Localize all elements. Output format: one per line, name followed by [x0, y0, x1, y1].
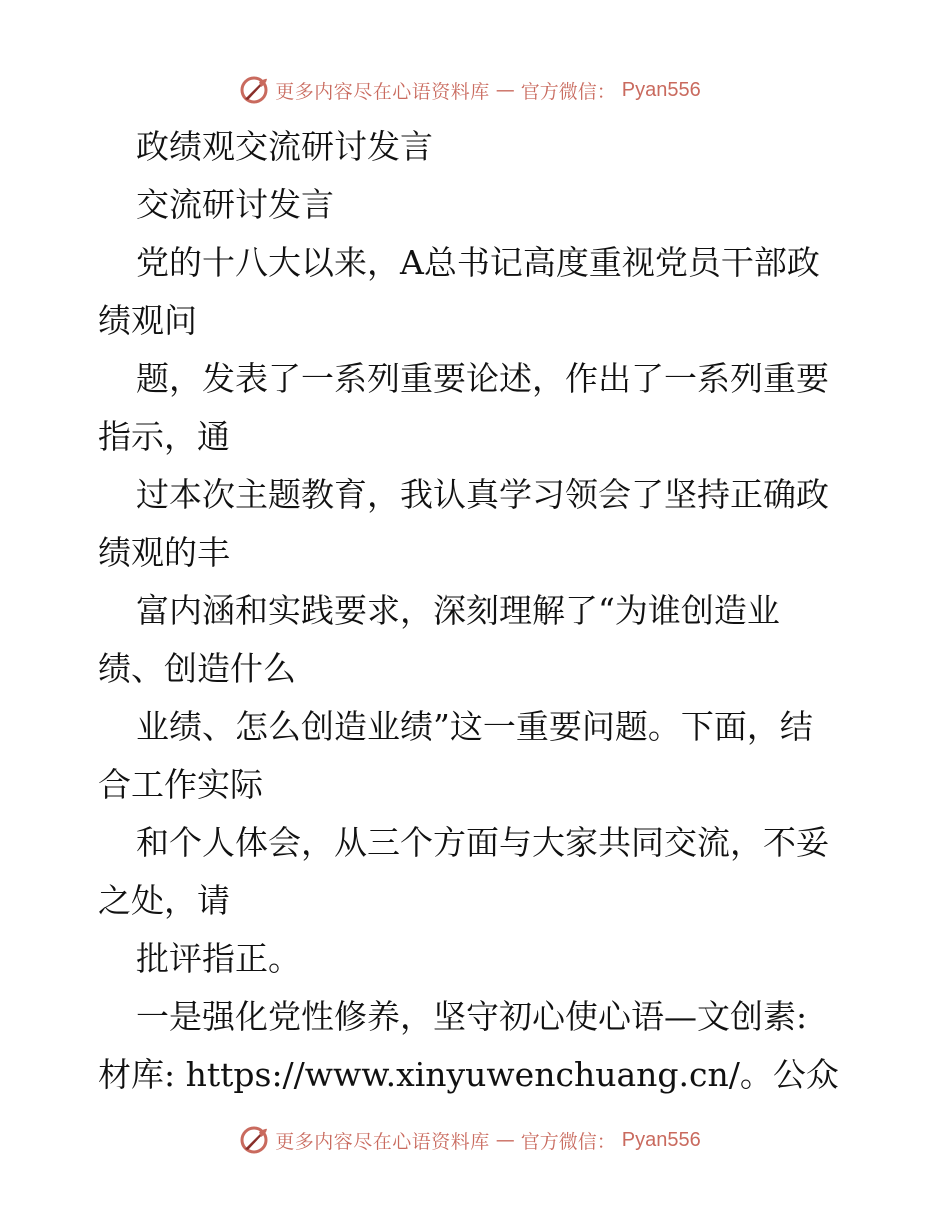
doc-title: 政绩观交流研讨发言: [136, 127, 433, 166]
doc-line: 指示，通: [98, 417, 230, 456]
document-body: [98, 118, 858, 1104]
doc-line: 合工作实际: [98, 765, 263, 804]
doc-line: 绩、创造什么: [98, 649, 296, 688]
doc-line: 富内涵和实践要求，深刻理解了“为谁创造业: [136, 591, 780, 630]
footer-banner-inner: [239, 1125, 701, 1155]
doc-subtitle: 交流研讨发言: [136, 185, 334, 224]
doc-line: 过本次主题教育，我认真学习领会了坚持正确政: [136, 475, 829, 514]
footer-brand-text: 更多内容尽在心语资料库: [275, 1130, 490, 1153]
quill-pen-circle-logo-icon: [239, 75, 269, 105]
doc-line: 和个人体会，从三个方面与大家共同交流，不妥: [136, 823, 829, 862]
footer-wechat-label: 官方微信：: [520, 1130, 616, 1153]
doc-line: 批评指正。: [136, 939, 301, 978]
doc-line: 之处，请: [98, 881, 230, 920]
header-wechat-label: 官方微信：: [520, 80, 616, 103]
doc-line: 绩观的丰: [98, 533, 230, 572]
footer-banner: [0, 1120, 950, 1160]
footer-separator: —: [495, 1129, 515, 1151]
doc-line: 绩观问: [98, 301, 197, 340]
doc-line: 党的十八大以来，A总书记高度重视党员干部政: [136, 243, 820, 282]
header-banner: [0, 70, 950, 110]
doc-line-url: 材库: https://www.xinyuwenchuang.cn/。公众: [98, 1055, 839, 1094]
doc-line: 一是强化党性修养，坚守初心使心语—文创素:: [136, 997, 808, 1036]
header-separator: —: [495, 79, 515, 101]
header-brand-text: 更多内容尽在心语资料库: [275, 80, 490, 103]
doc-line: 业绩、怎么创造业绩”这一重要问题。下面，结: [136, 707, 813, 746]
header-wechat-id: Pyan556: [621, 78, 701, 101]
doc-line: 题，发表了一系列重要论述，作出了一系列重要: [136, 359, 829, 398]
footer-wechat-id: Pyan556: [621, 1128, 701, 1151]
quill-pen-circle-logo-icon: [239, 1125, 269, 1155]
header-banner-inner: [239, 75, 701, 105]
